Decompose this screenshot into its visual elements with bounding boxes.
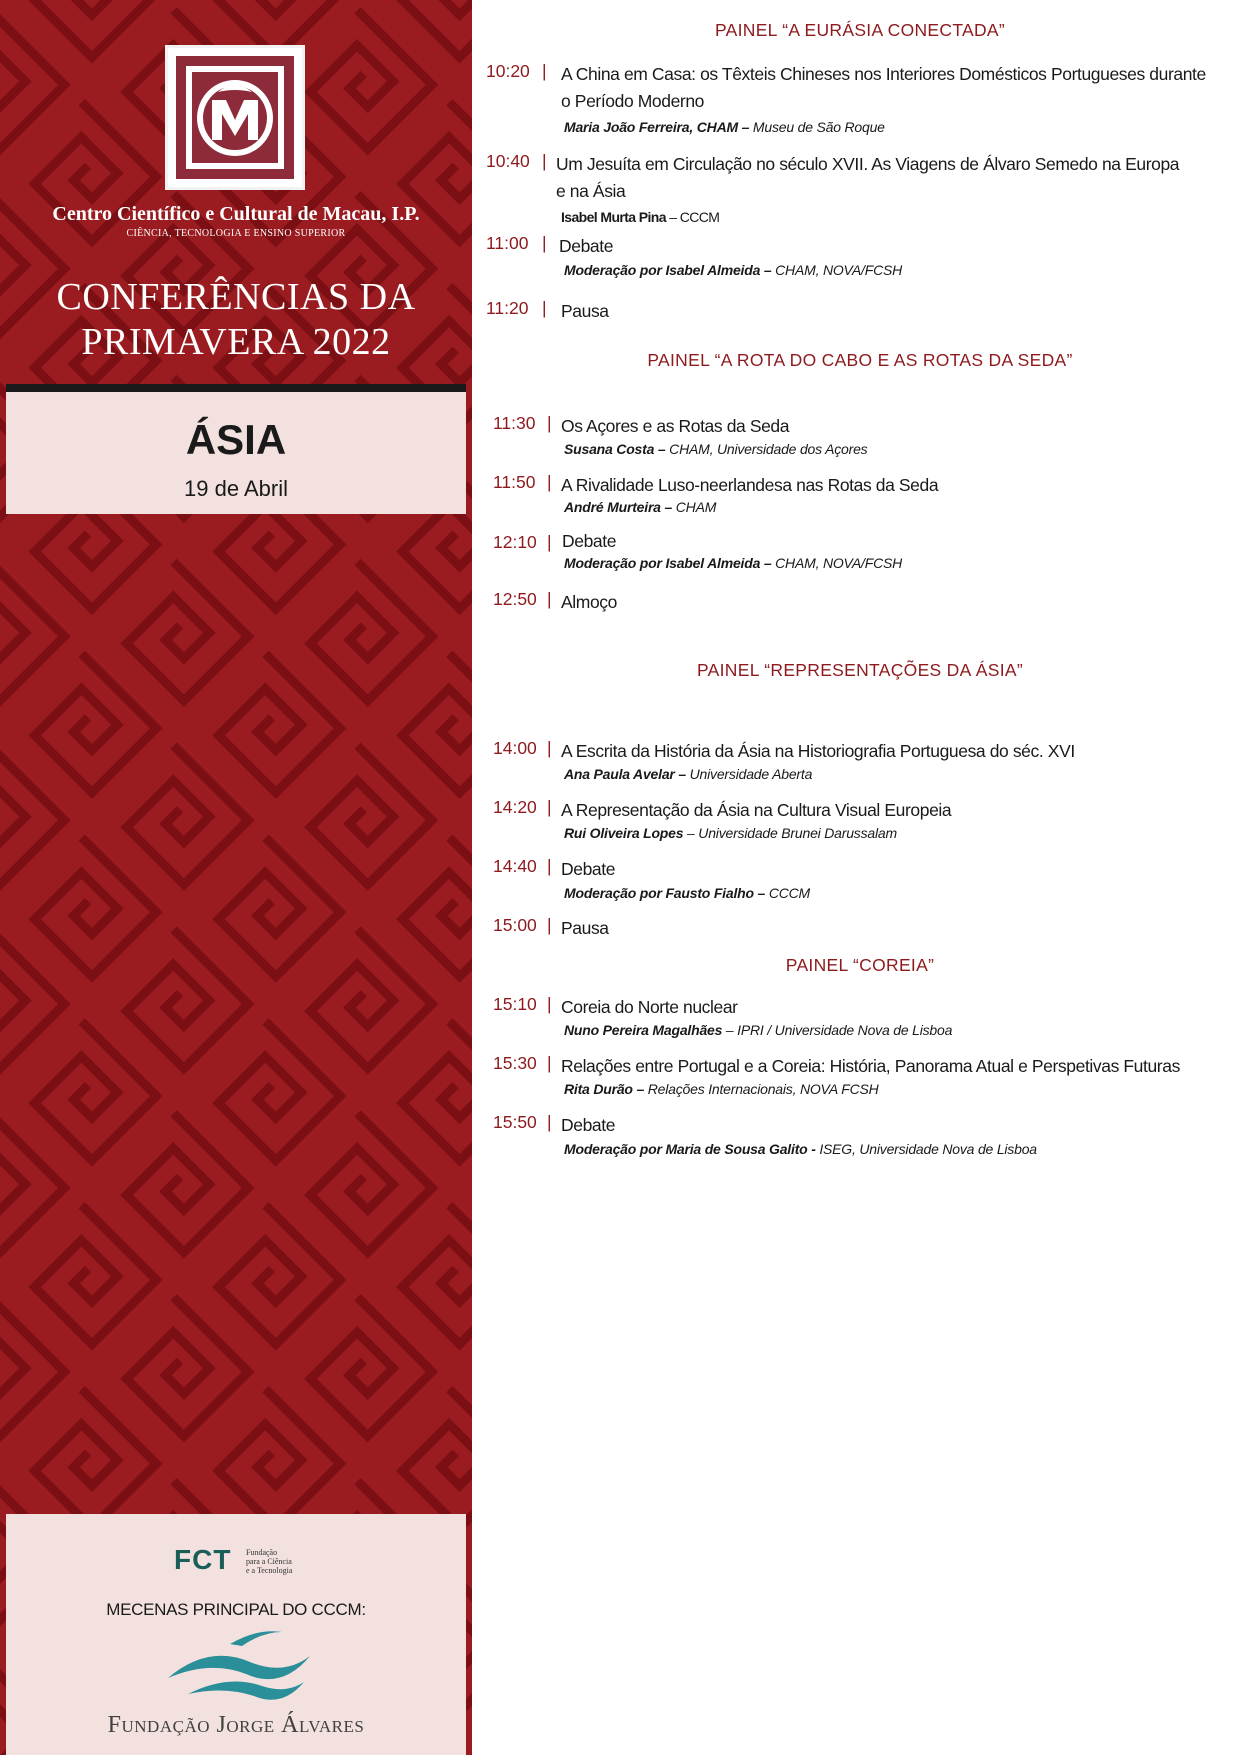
sidebar [0,0,472,1755]
fct-letters: FCT [174,1544,232,1575]
slot-time: 15:10 [493,994,537,1014]
slot-title: Debate [561,1115,616,1135]
fja-name: Fundação Jorge Álvares [107,1712,365,1738]
session-box [6,384,466,514]
slot-title: Debate [559,236,614,256]
slot-speaker: Rui Oliveira Lopes – Universidade Brunei Darussalam [564,825,897,841]
slot-time: 10:40 [486,151,530,171]
slot-separator: | [547,738,552,758]
slot-title: A Rivalidade Luso-neerlandesa nas Rotas da Seda [561,475,939,495]
slot-speaker: Ana Paula Avelar – Universidade Aberta [564,766,813,782]
slot-time: 15:30 [493,1053,537,1073]
session-date: 19 de Abril [184,476,288,501]
slot-title: Os Açores e as Rotas da Seda [561,416,790,436]
slot-separator: | [547,994,552,1014]
slot-time: 12:50 [493,589,537,609]
slot-separator: | [547,472,552,492]
panel-title: PAINEL “A EURÁSIA CONECTADA” [714,20,1006,40]
slot-time: 14:20 [493,797,537,817]
slot-time: 14:40 [493,856,537,876]
cccm-logo [165,45,305,190]
slot-time: 10:20 [486,61,530,81]
slot-title: Debate [562,531,617,551]
program [480,0,1240,1755]
slot-title: Um Jesuíta em Circulação no século XVII. As Viagens de Álvaro Semedo na Europa e na Ásia [556,154,1180,201]
slot-speaker: Moderação por Fausto Fialho – CCCM [564,885,811,901]
slot-speaker: Moderação por Isabel Almeida – CHAM, NOVA/FCSH [564,555,903,571]
slot-separator: | [542,298,547,318]
slot-title: Almoço [561,592,617,612]
slot-separator: | [547,413,552,433]
panel-title: PAINEL “REPRESENTAÇÕES DA ÁSIA” [696,660,1023,680]
slot-title: A Representação da Ásia na Cultura Visual Europeia [561,800,952,820]
slot-separator: | [547,856,552,876]
slot-time: 11:20 [486,298,529,318]
slot-separator: | [542,151,547,171]
conference-title-line1: CONFERÊNCIAS DA [56,276,416,318]
slot-time: 11:50 [493,472,536,492]
slot-separator: | [547,797,552,817]
conference-title-line2: PRIMAVERA 2022 [81,321,391,363]
slot-time: 11:30 [493,413,536,433]
institution-name: Centro Científico e Cultural de Macau, I.P. [52,203,420,225]
slot-separator: | [547,532,552,552]
slot-time: 14:00 [493,738,537,758]
slot-separator: | [542,61,547,81]
panel-title: PAINEL “COREIA” [785,955,935,975]
slot-title: Pausa [561,301,609,321]
slot-separator: | [547,1112,552,1132]
slot-speaker: Moderação por Maria de Sousa Galito - ISEG, Universidade Nova de Lisboa [564,1141,1037,1157]
slot-separator: | [547,915,552,935]
greek-key-pattern [0,0,472,1755]
slot-separator: | [542,233,547,253]
panel-title: PAINEL “A ROTA DO CABO E AS ROTAS DA SEDA” [647,350,1073,370]
slot-time: 15:00 [493,915,537,935]
main-patron-label: MECENAS PRINCIPAL DO CCCM: [106,1600,366,1619]
slot-title: Coreia do Norte nuclear [561,997,738,1017]
slot-title: A Escrita da História da Ásia na Historiografia Portuguesa do séc. XVI [561,741,1075,761]
fct-description: Fundação para a Ciência e a Tecnologia [246,1548,293,1575]
slot-title: Pausa [561,918,609,938]
slot-time: 15:50 [493,1112,537,1132]
slot-time: 12:10 [493,532,537,552]
slot-speaker: Isabel Murta Pina – CCCM [561,209,720,225]
slot-separator: | [547,1053,552,1073]
slot-title: Debate [561,859,616,879]
slot-title: A China em Casa: os Têxteis Chineses nos Interiores Domésticos Portugueses durante o Período Moderno [561,64,1206,111]
slot-speaker: André Murteira – CHAM [564,499,717,515]
fja-waves-icon [158,1626,318,1708]
sponsor-box [6,1514,466,1755]
fct-logo [174,1544,314,1578]
slot-speaker: Susana Costa – CHAM, Universidade dos Açores [564,441,868,457]
slot-speaker: Maria João Ferreira, CHAM – Museu de São Roque [564,119,885,135]
slot-speaker: Rita Durão – Relações Internacionais, NOVA FCSH [564,1081,879,1097]
institution-subtitle: CIÊNCIA, TECNOLOGIA E ENSINO SUPERIOR [126,228,346,239]
conference-title [0,275,472,365]
slot-speaker: Nuno Pereira Magalhães – IPRI / Universidade Nova de Lisboa [564,1022,953,1038]
session-region: ÁSIA [185,416,287,463]
slot-title: Relações entre Portugal e a Coreia: História, Panorama Atual e Perspetivas Futuras [561,1056,1180,1076]
slot-separator: | [547,589,552,609]
slot-speaker: Moderação por Isabel Almeida – CHAM, NOVA/FCSH [564,262,903,278]
slot-time: 11:00 [486,233,529,253]
